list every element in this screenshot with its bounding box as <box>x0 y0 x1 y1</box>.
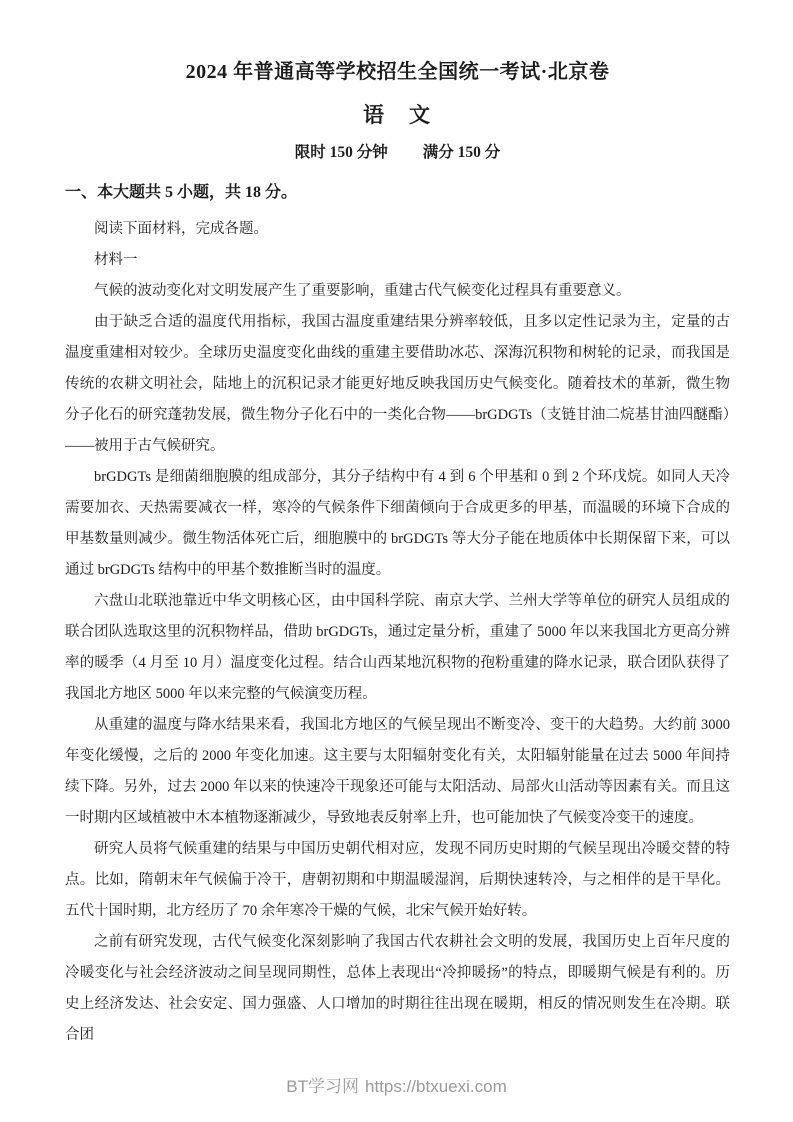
subject-title: 语 文 <box>363 103 432 127</box>
material-paragraph: 六盘山北联池靠近中华文明核心区，由中国科学院、南京大学、兰州大学等单位的研究人员组成的联合团队选取这里的沉积物样品，借助 brGDGTs，通过定量分析，重建了 5000 年以来我国北方更高分辨率的暖季（4 月至 10 月）温度变化过程。结合山西某地沉积物的孢粉重建的降水记录，联合团队获得了我国北方地区 5000 年以来完整的气候演变历程。 <box>65 593 730 702</box>
material-paragraph: 研究人员将气候重建的结果与中国历史朝代相对应，发现不同历史时期的气候呈现出冷暖交替的特点。比如，隋朝末年气候偏于冷干，唐朝初期和中期温暖湿润，后期快速转冷，与之相伴的是干旱化。五代十国时期，北方经历了 70 余年寒冷干燥的气候，北宋气候开始好转。 <box>65 841 730 919</box>
material-paragraph: 之前有研究发现，古代气候变化深刻影响了我国古代农耕社会文明的发展，我国历史上百年尺度的冷暖变化与社会经济波动之间呈现同期性，总体上表现出“冷抑暖扬”的特点，即暖期气候是有利的。历史上经济发达、社会安定、国力强盛、人口增加的时期往往出现在暖期，相反的情况则发生在冷期。联合团 <box>65 934 730 1043</box>
material-label: 材料一 <box>94 252 138 268</box>
material-paragraph: 由于缺乏合适的温度代用指标，我国古温度重建结果分辨率较低，且多以定性记录为主，定量的古温度重建相对较少。全球历史温度变化曲线的重建主要借助冰芯、深海沉积物和树轮的记录，而我国是传统的农耕文明社会，陆地上的沉积记录才能更好地反映我国历史气候变化。随着技术的革新，微生物分子化石的研究蓬勃发展，微生物分子化石中的一类化合物——brGDGTs（支链甘油二烷基甘油四醚酯）——被用于古气候研究。 <box>65 314 730 454</box>
material-body <box>65 214 730 1051</box>
total-score: 满分 150 分 <box>422 144 501 161</box>
material-paragraph: 从重建的温度与降水结果来看，我国北方地区的气候呈现出不断变冷、变干的大趋势。大约前 3000 年变化缓慢，之后的 2000 年变化加速。这主要与太阳辐射变化有关，太阳辐射能量在过去 5000 年间持续下降。另外，过去 2000 年以来的快速冷干现象还可能与太阳活动、局部火山活动等因素有关。而且这一时期内区域植被中木本植物逐渐减少，导致地表反射率上升，也可能加快了气候变冷变干的速度。 <box>65 717 730 826</box>
watermark-site-url: https://btxuexi.com <box>365 1077 507 1096</box>
page-title: 2024 年普通高等学校招生全国统一考试·北京卷 <box>185 61 610 83</box>
material-paragraph: 气候的波动变化对文明发展产生了重要影响，重建古代气候变化过程具有重要意义。 <box>94 283 631 299</box>
watermark <box>0 1076 793 1098</box>
reading-instruction: 阅读下面材料，完成各题。 <box>94 221 268 237</box>
exam-meta <box>65 142 730 164</box>
watermark-site-name: BT学习网 <box>286 1077 359 1096</box>
material-paragraph: brGDGTs 是细菌细胞膜的组成部分，其分子结构中有 4 到 6 个甲基和 0 到 2 个环戊烷。如同人天冷需要加衣、天热需要减衣一样，寒冷的气候条件下细菌倾向于合成更多的甲基，而温暖的环境下合成的甲基数量则减少。微生物活体死亡后，细胞膜中的 brGDGTs 等大分子能在地质体中长期保留下来，可以通过 brGDGTs 结构中的甲基个数推断当时的温度。 <box>65 469 730 578</box>
section-one-heading: 一、本大题共 5 小题，共 18 分。 <box>65 184 298 201</box>
time-limit: 限时 150 分钟 <box>294 144 388 161</box>
